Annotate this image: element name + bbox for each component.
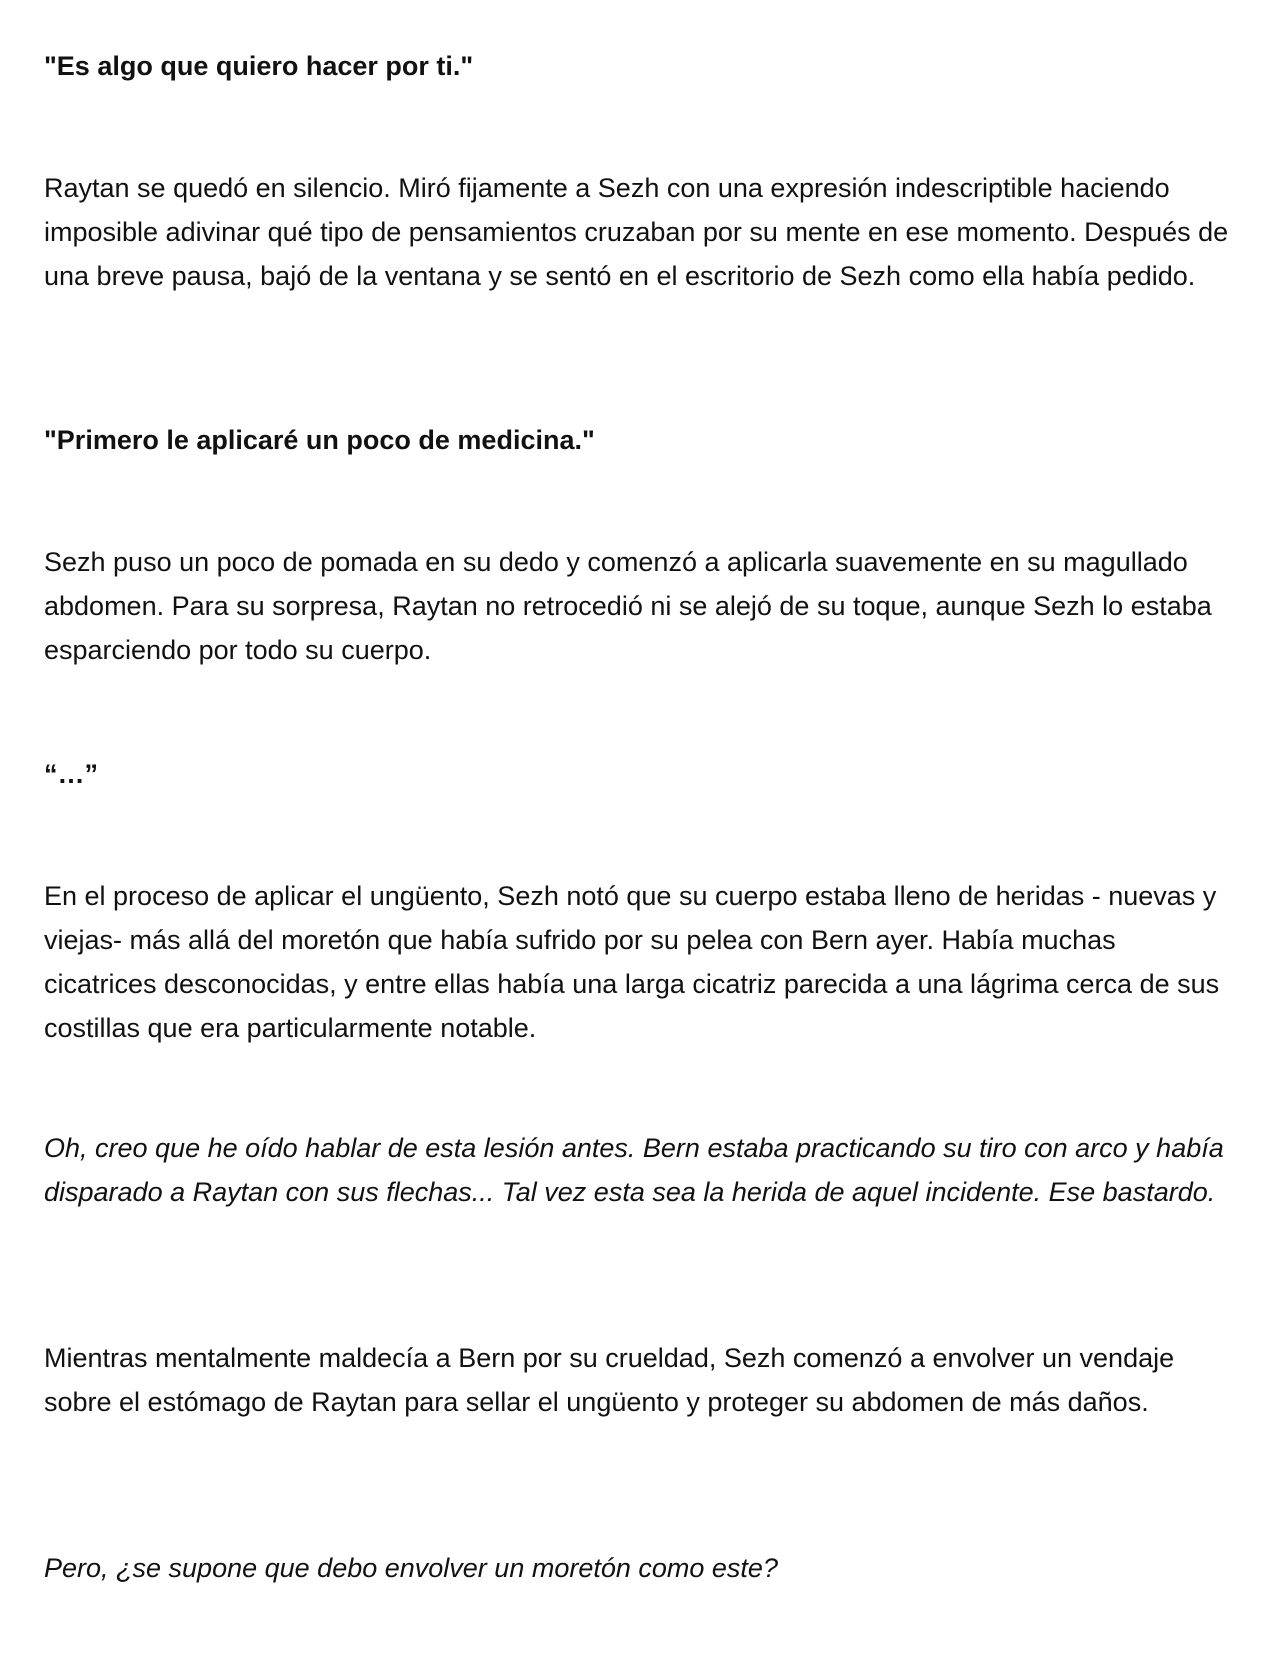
narrative-paragraph-1: Raytan se quedó en silencio. Miró fijamente a Sezh con una expresión indescriptible haciendo imposible adivinar qué tipo de pensamientos cruzaban por su mente en ese momento. Después de una breve pausa, bajó de la ventana y se sentó en el escritorio de Sezh como ella había pedido. [44, 173, 1229, 291]
narrative-paragraph-2: Sezh puso un poco de pomada en su dedo y comenzó a aplicarla suavemente en su magullado abdomen. Para su sorpresa, Raytan no retrocedió ni se alejó de su toque, aunque Sezh lo estaba esparciendo por todo su cuerpo. [44, 547, 1212, 665]
narrative-paragraph-4: Mientras mentalmente maldecía a Bern por su crueldad, Sezh comenzó a envolver un vendaje sobre el estómago de Raytan para sellar el ungüento y proteger su abdomen de más daños. [44, 1343, 1175, 1417]
inner-thought-1: Oh, creo que he oído hablar de esta lesión antes. Bern estaba practicando su tiro con arco y había disparado a Raytan con sus flechas... Tal vez esta sea la herida de aquel incidente. Ese bastardo. [44, 1133, 1224, 1207]
inner-thought-2: Pero, ¿se supone que debo envolver un moretón como este? [44, 1553, 778, 1583]
dialogue-line-2: "Primero le aplicaré un poco de medicina." [44, 425, 595, 455]
dialogue-line-1: "Es algo que quiero hacer por ti." [44, 51, 474, 81]
dialogue-line-3: “…” [44, 759, 98, 789]
narrative-paragraph-3: En el proceso de aplicar el ungüento, Sezh notó que su cuerpo estaba lleno de heridas - nuevas y viejas- más allá del moretón que había sufrido por su pelea con Bern ayer. Había muchas cicatrices desconocidas, y entre ellas había una larga cicatriz parecida a una lágrima cerca de sus costillas que era particularmente notable. [44, 881, 1220, 1043]
